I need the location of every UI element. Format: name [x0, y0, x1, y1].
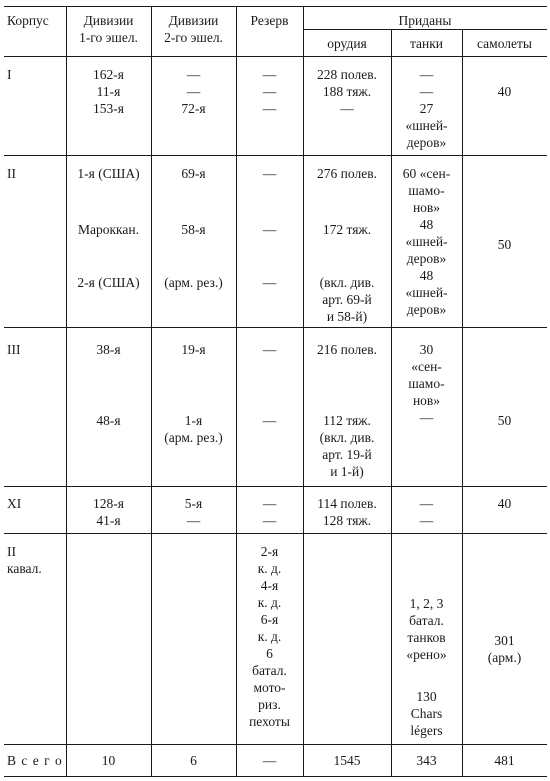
row-2-guns-c: (вкл. див. — [319, 275, 375, 290]
row-1-reserve-b: — — [262, 84, 277, 99]
row-rule-2 — [4, 327, 547, 328]
row-4-div1 — [66, 495, 151, 529]
row-5-tanks-lower — [391, 688, 462, 739]
row-5-corps — [7, 543, 42, 577]
row-2-tanks-e: «шней- — [405, 234, 448, 249]
row-4-reserve — [236, 495, 303, 529]
row-5-tanks-b: батал. — [409, 613, 444, 628]
total-planes: 481 — [494, 753, 515, 768]
row-3-tanks-b: «сен- — [411, 359, 442, 374]
total-guns: 1545 — [333, 753, 361, 768]
row-2-div2-a: 69-я — [181, 166, 206, 181]
row-2-guns-b: 172 тяж. — [322, 222, 372, 237]
header-corps: Корпус — [7, 13, 49, 28]
row-2-tanks — [391, 165, 462, 318]
row-3-tanks-a: 30 — [419, 342, 434, 357]
row-5-planes — [462, 632, 547, 666]
row-1-div2-c: 72-я — [181, 101, 206, 116]
row-2-div1-b: Мароккан. — [77, 222, 139, 237]
row-5-tanks-c: танков — [407, 630, 446, 645]
row-3-tanks-e: — — [419, 410, 434, 425]
row-5-corps-b: кавал. — [7, 561, 42, 576]
header-div2 — [151, 12, 236, 46]
header-attached: Приданы — [398, 13, 452, 28]
header-bottom-rule — [4, 56, 547, 57]
header-planes: самолеты — [477, 36, 532, 51]
header-guns: орудия — [327, 36, 367, 51]
row-1-reserve-c: — — [262, 101, 277, 116]
row-2-guns-e: и 58-й) — [326, 309, 368, 324]
row-1-guns-c: — — [340, 101, 354, 116]
row-3-tanks-d: нов» — [412, 393, 441, 408]
header-div1-line2: 1-го эшел. — [79, 30, 138, 45]
col-rule-4 — [303, 6, 304, 777]
row-3-div2-a: 19-я — [181, 342, 206, 357]
row-3-tanks — [391, 341, 462, 426]
row-1-tanks-b: — — [419, 84, 434, 99]
row-3-guns-e: и 1-й) — [330, 464, 364, 479]
row-1-planes: 40 — [497, 84, 512, 99]
row-5-reserve-b: к. д. — [257, 561, 282, 576]
row-1-tanks-c: 27 — [419, 101, 434, 116]
row-1-tanks-a: — — [419, 67, 434, 82]
row-2-tanks-h: «шней- — [405, 285, 448, 300]
total-div1: 10 — [101, 753, 116, 768]
row-4-div2-a: 5-я — [184, 496, 203, 511]
row-4-tanks-b: — — [419, 513, 434, 528]
row-2-tanks-c: нов» — [412, 200, 441, 215]
row-2-tanks-i: деров» — [406, 302, 447, 317]
col-rule-2 — [151, 6, 152, 777]
row-3-div1-a: 38-я — [96, 342, 121, 357]
row-3-tanks-c: шамо- — [408, 376, 445, 391]
row-rule-5 — [4, 744, 547, 745]
row-5-tanks-f: Chars — [410, 706, 443, 721]
row-5-reserve-d: к. д. — [257, 595, 282, 610]
row-4-div1-b: 41-я — [96, 513, 121, 528]
row-3-corps: III — [7, 342, 21, 357]
row-1-div1-a: 162-я — [93, 67, 124, 82]
row-1-div2 — [151, 66, 236, 117]
row-1-reserve — [236, 66, 303, 117]
row-4-div1-a: 128-я — [93, 496, 124, 511]
row-3-div2-b: 1-я — [184, 413, 203, 428]
row-2-tanks-b: шамо- — [408, 183, 445, 198]
row-2-planes: 50 — [497, 237, 512, 252]
row-3-guns-c: (вкл. див. — [319, 430, 375, 445]
row-5-reserve-c: 4-я — [260, 578, 279, 593]
header-div2-line2: 2-го эшел. — [164, 30, 223, 45]
row-4-div2-b: — — [186, 513, 201, 528]
row-2-tanks-d: 48 — [419, 217, 434, 232]
row-5-reserve-a: 2-я — [260, 544, 279, 559]
row-1-div2-a: — — [186, 67, 201, 82]
row-2-reserve-a: — — [262, 166, 277, 181]
row-4-corps: XI — [7, 496, 22, 511]
header-div1 — [66, 12, 151, 46]
row-2-div1-a: 1-я (США) — [77, 166, 140, 181]
table-bottom-border — [4, 776, 547, 777]
row-2-corps: II — [7, 166, 16, 181]
row-2-guns-d: арт. 69-й — [322, 292, 372, 307]
row-5-reserve-e: 6-я — [260, 612, 279, 627]
row-1-tanks-d: «шней- — [405, 118, 448, 133]
row-5-reserve — [236, 543, 303, 730]
row-2-tanks-f: деров» — [406, 251, 447, 266]
row-1-div1 — [66, 66, 151, 117]
row-2-guns-a: 276 полев. — [317, 166, 377, 181]
total-reserve: — — [262, 753, 277, 768]
row-1-tanks-e: деров» — [406, 135, 447, 150]
row-1-div1-c: 153-я — [93, 101, 124, 116]
row-4-div2 — [151, 495, 236, 529]
header-tanks: танки — [409, 36, 444, 51]
row-5-planes-b: (арм.) — [487, 650, 522, 665]
row-5-reserve-g: 6 — [266, 646, 273, 661]
row-4-tanks-a: — — [419, 496, 434, 511]
row-1-corps: I — [7, 67, 12, 82]
header-reserve: Резерв — [250, 13, 289, 28]
row-2-div1-c: 2-я (США) — [77, 275, 140, 290]
row-rule-3 — [4, 486, 547, 487]
row-rule-1 — [4, 155, 547, 156]
row-5-reserve-f: к. д. — [257, 629, 282, 644]
row-1-div1-b: 11-я — [96, 84, 121, 99]
row-1-guns — [303, 66, 391, 117]
header-div1-line1: Дивизии — [83, 13, 134, 28]
row-5-reserve-h: батал. — [252, 663, 287, 678]
row-2-tanks-g: 48 — [419, 268, 434, 283]
col-rule-1 — [66, 6, 67, 777]
total-div2: 6 — [190, 753, 197, 768]
row-5-tanks-d: «рено» — [406, 647, 447, 662]
row-3-div2-lower — [151, 412, 236, 446]
row-5-tanks-a: 1, 2, 3 — [409, 596, 444, 611]
total-label: В с е г о — [7, 753, 63, 768]
row-4-tanks — [391, 495, 462, 529]
row-3-guns-a: 216 полев. — [317, 342, 377, 357]
row-2-reserve-c: — — [262, 275, 277, 290]
row-3-reserve-b: — — [262, 413, 277, 428]
table-top-border — [4, 6, 547, 7]
row-5-tanks-e: 130 — [416, 689, 437, 704]
row-5-reserve-i: мото- — [253, 680, 286, 695]
row-rule-4 — [4, 533, 547, 534]
row-3-reserve-a: — — [262, 342, 277, 357]
row-4-guns-a: 114 полев. — [317, 496, 377, 511]
row-4-planes: 40 — [497, 496, 512, 511]
row-2-div2-b: 58-я — [181, 222, 206, 237]
row-4-reserve-a: — — [262, 496, 277, 511]
row-5-corps-a: II — [7, 544, 16, 559]
row-1-tanks — [391, 66, 462, 151]
row-3-guns-b: 112 тяж. — [323, 413, 371, 428]
row-5-reserve-j: риз. — [258, 697, 281, 712]
row-5-planes-a: 301 — [494, 633, 515, 648]
row-3-guns-lower — [303, 412, 391, 480]
row-1-guns-b: 188 тяж. — [322, 84, 372, 99]
row-1-div2-b: — — [186, 84, 201, 99]
row-2-div2-c: (арм. рез.) — [164, 275, 223, 290]
row-5-tanks-g: légers — [410, 723, 443, 738]
row-4-guns-b: 128 тяж. — [322, 513, 372, 528]
row-4-reserve-b: — — [262, 513, 277, 528]
row-1-guns-a: 228 полев. — [317, 67, 377, 82]
row-2-tanks-a: 60 «сен- — [402, 166, 451, 181]
row-3-guns-d: арт. 19-й — [322, 447, 372, 462]
row-3-div1-b: 48-я — [96, 413, 121, 428]
row-2-reserve-b: — — [262, 222, 277, 237]
header-div2-line1: Дивизии — [168, 13, 219, 28]
row-5-tanks-upper — [391, 595, 462, 663]
row-4-guns — [303, 495, 391, 529]
row-2-guns-note — [303, 274, 391, 325]
row-5-reserve-k: пехоты — [249, 714, 290, 729]
row-1-reserve-a: — — [262, 67, 277, 82]
total-tanks: 343 — [416, 753, 437, 768]
attached-subheader-rule — [303, 29, 547, 30]
row-3-planes: 50 — [497, 413, 512, 428]
row-3-div2-c: (арм. рез.) — [164, 430, 223, 445]
